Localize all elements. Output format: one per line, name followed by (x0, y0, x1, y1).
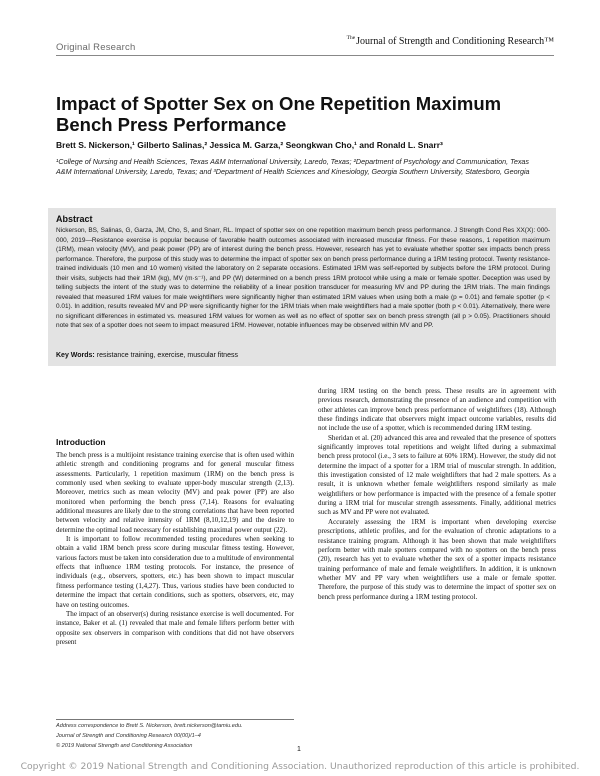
affiliations: ¹College of Nursing and Health Sciences, Texas A&M International University, Laredo, Texas; ²Department of Psychology and Communication, Texas A&M International University, Laredo, Texas; and ³Department of Health Sciences and Kinesiology, Georgia Southern University, Statesboro, Georgia (56, 157, 530, 177)
journal-masthead (347, 36, 554, 47)
section-label: Original Research (56, 42, 136, 53)
article-title: Impact of Spotter Sex on One Repetition Maximum Bench Press Performance (56, 93, 502, 135)
paragraph: It is important to follow recommended testing procedures when seeking to obtain a valid 1RM bench press score during muscular fitness testing. However, various factors must be taken into consideration due to a multitude of environmental effects that influence 1RM testing protocols. For instance, the presence of individuals (e.g., observers, spotters, etc.) has been shown to impact muscular fitness performance testing (1,4,27). Thus, various studies have been conducted to determine the impact that certain conditions, such as spotters, observers, etc, may have on testing outcomes. (56, 535, 294, 609)
left-column (56, 451, 294, 647)
copyright-note: © 2019 National Strength and Conditioning Association (56, 743, 193, 749)
copyright-banner: Copyright © 2019 National Strength and Conditioning Association. Unauthorized reproduction of this article is prohibited. (20, 761, 580, 772)
page-number: 1 (297, 746, 301, 753)
paragraph: during 1RM testing on the bench press. These results are in agreement with previous research, demonstrating the presence of an audience and competition with other athletes can improve bench press performance of weightlifters (18). Although these findings indicate that observers might impact outcome variables, results did not include the use of a spotter, which is recommended during 1RM testing. (318, 387, 556, 433)
footnote-rule (56, 719, 294, 720)
journal-tm: ™ (544, 36, 554, 47)
abstract-heading: Abstract (56, 214, 93, 224)
keywords-label: Key Words: (56, 352, 95, 359)
introduction-heading: Introduction (56, 437, 106, 447)
keywords-list: resistance training, exercise, muscular fitness (96, 352, 238, 359)
paragraph: The bench press is a multijoint resistance training exercise that is often used within athletic strength and conditioning programs and for general muscular fitness assessments. Particularly, 1 repetition maximum (1RM) on the bench press is commonly used when seeking to evaluate upper-body muscular strength (2,13). Moreover, metrics such as mean velocity (MV) and peak power (PP) are also monitored when performing the bench press (7,14). Reasons for evaluating additional measures are likely due to the strong correlations that have been reported between velocity and relative intensity of 1RM (8,10,12,19) and the desire to determine the optimal load necessary for establishing maximal power output (22). (56, 451, 294, 534)
author-list: Brett S. Nickerson,¹ Gilberto Salinas,² Jessica M. Garza,² Seongkwan Cho,¹ and Ronald L. Snarr³ (56, 140, 443, 150)
paragraph: The impact of an observer(s) during resistance exercise is well documented. For instance, Baker et al. (1) revealed that male and female lifters perform better with opposite sex observers in comparison with conditions that did not have observers present (56, 609, 294, 646)
journal-the: The (346, 35, 356, 41)
paragraph: Accurately assessing the 1RM is important when developing exercise prescriptions, athletic profiles, and for the evaluation of chronic adaptations to a resistance training program. Although it has been shown that male weightlifters perform better with male spotters compared with no spotters on the bench press (20), research has yet to evaluate whether the sex of a spotter impacts resistance training performance of male and female weightlifters. In addition, it is unknown whether MV and PP vary when weightlifters use a male or female spotter. Therefore, the purpose of this study was to determine the impact of spotter sex on bench press performance during a 1RM testing protocol. (318, 517, 556, 601)
right-column (318, 387, 556, 602)
footnotes (56, 721, 294, 751)
abstract-text: Nickerson, BS, Salinas, G, Garza, JM, Cho, S, and Snarr, RL. Impact of spotter sex on one repetition maximum bench press performance. J Strength Cond Res XX(X): 000-000, 2019—Resistance exercise is popular because of favorable health outcomes associated with increased muscular fitness. For these reasons, 1 repetition maximum (1RM), mean velocity (MV), and peak power (PP) are of interest during the bench press. However, research has yet to evaluate whether spotter sex impacts bench press performance. Therefore, the purpose of this study was to determine the impact of spotter sex on bench press performance during a 1RM testing protocol. Twenty resistance-trained individuals (10 men and 10 women) visited the laboratory on 2 separate occasions. Estimated 1RM was self-reported by subjects before the 1RM protocol. During their visits, subjects had their 1RM (kg), MV (m·s⁻¹), and PP (W) determined on a bench press 1RM protocol while using a male or female spotter. Deception was used by telling subjects the intent of the study was to determine the reliability of a linear position transducer for measuring MV and PP during the 1RM trials. The main findings revealed that measured 1RM values for male weightlifters were significantly higher than estimated 1RM values when using both a male (p = 0.01) and female spotter (p < 0.01). In addition, results revealed MV and PP were significantly higher for the 1RM trials when male weightlifters had a male spotter (both p < 0.01). Alternatively, there were no significant differences in estimated vs. measured 1RM values for women as well as no effect of spotter sex on bench press strength (all p > 0.05). Practitioners should note that sex of a spotter does not seem to impact measured 1RM. However, notable influences may be observed within MV and PP. (56, 227, 550, 330)
citation-note: Journal of Strength and Conditioning Research 00(00)/1–4 (56, 733, 201, 739)
correspondence-note: Address correspondence to Brett S. Nickerson, brett.nickerson@tamiu.edu. (56, 723, 243, 729)
paragraph: Sheridan et al. (20) advanced this area and revealed that the presence of spotters significantly improves total repetitions and weight lifted during a submaximal bench press protocol (i.e., 3 sets to failure at 60% 1RM). However, the study did not determine the impact of a spotter for a 1RM trial of muscular strength. In addition, this investigation consisted of 12 male weightlifters that had 2 male spotters. As a result, it is unknown whether female weightlifters respond similarly as male weightlifters or how performance is impacted with the presence of a female spotter during a 1RM trial for muscular strength assessments. Finally, additional metrics such as MV and PP were not evaluated. (318, 433, 556, 517)
header-rule (56, 55, 554, 56)
journal-name: Journal of Strength and Conditioning Research (356, 36, 545, 47)
keywords (56, 352, 238, 359)
